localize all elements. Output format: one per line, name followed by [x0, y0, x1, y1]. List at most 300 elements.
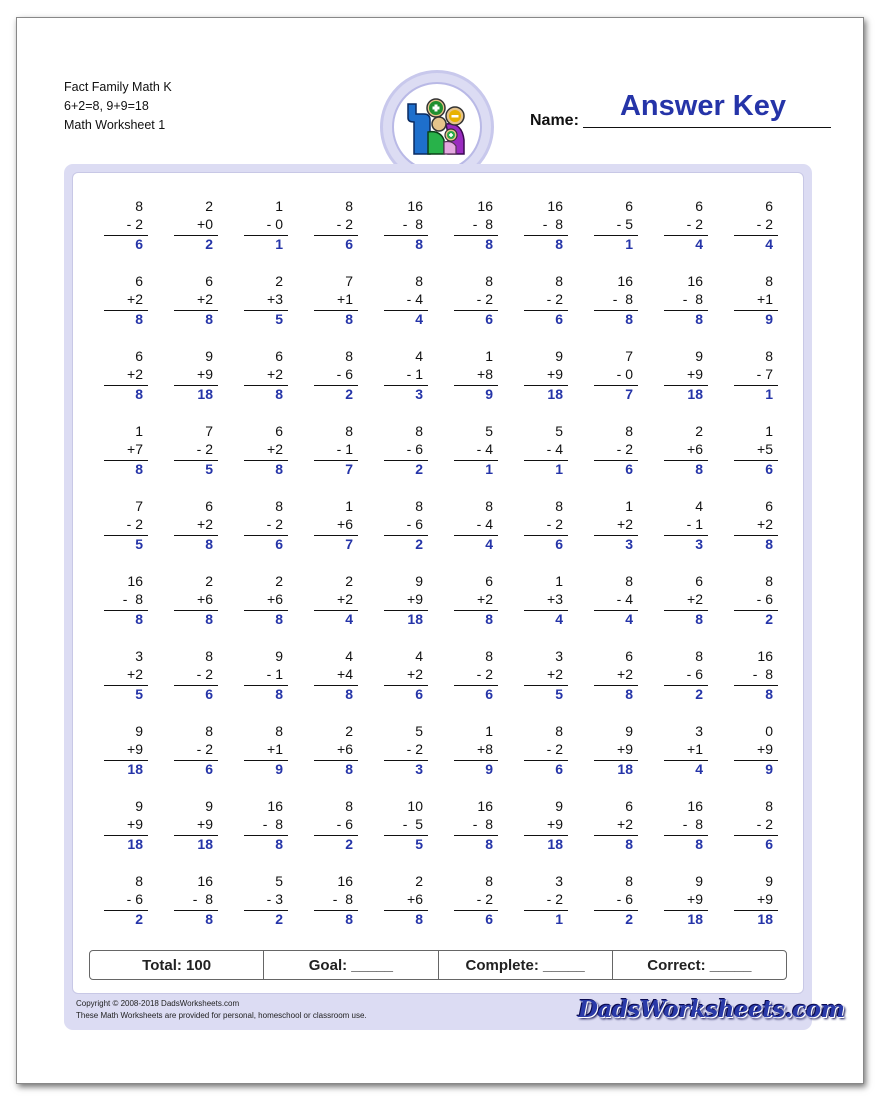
- math-problem: [243, 422, 289, 477]
- problem-top-number: 8: [485, 873, 493, 889]
- problem-top-number: 16: [547, 198, 563, 214]
- problem-answer: 9: [765, 311, 773, 327]
- problem-answer: 8: [205, 611, 213, 627]
- problem-answer: 5: [555, 686, 563, 702]
- math-problem: [663, 572, 709, 627]
- problem-top-number: 8: [485, 498, 493, 514]
- problem-top-number: 6: [625, 198, 633, 214]
- problem-operand: - 8: [472, 216, 493, 232]
- problem-answer: 1: [555, 911, 563, 927]
- problem-answer: 6: [485, 686, 493, 702]
- problem-operand: +5: [757, 441, 773, 457]
- problem-operand: +2: [127, 666, 143, 682]
- problem-answer: 2: [415, 461, 423, 477]
- math-problem: [733, 572, 779, 627]
- math-problem: [383, 347, 429, 402]
- problem-top-number: 9: [765, 873, 773, 889]
- usage-notice: These Math Worksheets are provided for personal, homeschool or classroom use.: [76, 1011, 367, 1020]
- math-problem: [453, 272, 499, 327]
- problem-answer: 8: [695, 611, 703, 627]
- problem-operand: - 4: [406, 291, 423, 307]
- problem-top-number: 1: [765, 423, 773, 439]
- problem-operand: - 7: [756, 366, 773, 382]
- problem-answer: 3: [625, 536, 633, 552]
- problem-top-number: 6: [135, 348, 143, 364]
- problem-answer: 8: [625, 311, 633, 327]
- problem-top-number: 6: [625, 648, 633, 664]
- problem-top-number: 6: [625, 798, 633, 814]
- problem-answer: 2: [625, 911, 633, 927]
- problem-answer: 18: [757, 911, 773, 927]
- problem-answer: 18: [197, 836, 213, 852]
- math-problem: [593, 572, 639, 627]
- problem-answer: 8: [345, 686, 353, 702]
- math-problem: [313, 272, 359, 327]
- problem-operand: - 4: [476, 441, 493, 457]
- math-problem: [173, 572, 219, 627]
- math-problem: [243, 797, 289, 852]
- problem-operand: +1: [337, 291, 353, 307]
- problem-top-number: 8: [625, 423, 633, 439]
- problem-top-number: 8: [765, 348, 773, 364]
- math-problem: [523, 872, 569, 927]
- problem-answer: 2: [345, 386, 353, 402]
- math-problem: [523, 572, 569, 627]
- problem-operand: - 2: [756, 216, 773, 232]
- problem-answer: 1: [555, 461, 563, 477]
- math-problem: [383, 197, 429, 252]
- problem-answer: 8: [695, 461, 703, 477]
- problem-operand: +1: [687, 741, 703, 757]
- problem-answer: 7: [345, 461, 353, 477]
- math-problem: [453, 872, 499, 927]
- problem-answer: 6: [275, 536, 283, 552]
- problem-top-number: 8: [765, 798, 773, 814]
- problem-top-number: 0: [765, 723, 773, 739]
- problem-answer: 2: [345, 836, 353, 852]
- problem-operand: - 8: [122, 591, 143, 607]
- problem-operand: +9: [617, 741, 633, 757]
- problem-top-number: 7: [345, 273, 353, 289]
- math-problem: [383, 272, 429, 327]
- problem-answer: 5: [135, 686, 143, 702]
- problem-operand: - 1: [336, 441, 353, 457]
- math-problem: [173, 722, 219, 777]
- problem-answer: 8: [695, 836, 703, 852]
- problem-operand: +8: [477, 741, 493, 757]
- problem-operand: +2: [757, 516, 773, 532]
- problem-operand: - 4: [546, 441, 563, 457]
- problem-answer: 18: [127, 836, 143, 852]
- problem-top-number: 8: [625, 873, 633, 889]
- correct-field: Correct: _____: [647, 956, 752, 974]
- problem-operand: - 3: [266, 891, 283, 907]
- problem-operand: +6: [267, 591, 283, 607]
- math-problem: [313, 197, 359, 252]
- copyright-text: Copyright © 2008-2018 DadsWorksheets.com: [76, 999, 240, 1008]
- problem-answer: 6: [555, 311, 563, 327]
- problem-answer: 1: [485, 461, 493, 477]
- problem-answer: 8: [485, 611, 493, 627]
- problem-answer: 5: [275, 311, 283, 327]
- problem-operand: +2: [687, 591, 703, 607]
- problem-top-number: 1: [485, 348, 493, 364]
- math-problem: [523, 422, 569, 477]
- problem-answer: 4: [415, 311, 423, 327]
- problem-top-number: 1: [345, 498, 353, 514]
- problem-operand: +9: [197, 366, 213, 382]
- problem-answer: 2: [415, 536, 423, 552]
- problem-operand: +6: [407, 891, 423, 907]
- problem-operand: - 2: [476, 666, 493, 682]
- problem-top-number: 9: [205, 348, 213, 364]
- problem-operand: - 2: [756, 816, 773, 832]
- problem-operand: - 0: [266, 216, 283, 232]
- problem-top-number: 8: [135, 198, 143, 214]
- problem-top-number: 16: [477, 198, 493, 214]
- problem-top-number: 16: [617, 273, 633, 289]
- problem-top-number: 2: [345, 723, 353, 739]
- problem-operand: +9: [687, 891, 703, 907]
- math-problem: [173, 872, 219, 927]
- problem-operand: +9: [547, 366, 563, 382]
- math-problem: [173, 197, 219, 252]
- problem-answer: 8: [205, 536, 213, 552]
- problem-operand: +2: [197, 291, 213, 307]
- math-problem: [663, 347, 709, 402]
- problem-operand: +2: [617, 816, 633, 832]
- problem-answer: 8: [485, 236, 493, 252]
- problem-answer: 8: [205, 311, 213, 327]
- problem-operand: +9: [197, 816, 213, 832]
- problem-top-number: 8: [205, 648, 213, 664]
- problem-answer: 8: [765, 686, 773, 702]
- problem-answer: 6: [555, 761, 563, 777]
- math-problem: [383, 422, 429, 477]
- problem-operand: +9: [757, 741, 773, 757]
- problem-top-number: 8: [555, 723, 563, 739]
- problem-operand: - 2: [196, 441, 213, 457]
- math-problem: [663, 647, 709, 702]
- problem-answer: 8: [275, 461, 283, 477]
- problem-answer: 2: [695, 686, 703, 702]
- problem-answer: 8: [765, 536, 773, 552]
- problem-top-number: 4: [415, 648, 423, 664]
- problem-operand: - 6: [406, 516, 423, 532]
- problem-operand: - 1: [266, 666, 283, 682]
- problem-answer: 6: [205, 686, 213, 702]
- problem-answer: 2: [275, 911, 283, 927]
- math-problem: [313, 647, 359, 702]
- problem-top-number: 3: [555, 873, 563, 889]
- math-problem: [523, 647, 569, 702]
- problem-top-number: 6: [135, 273, 143, 289]
- problem-answer: 8: [625, 686, 633, 702]
- problem-operand: +6: [337, 516, 353, 532]
- math-problem: [733, 872, 779, 927]
- dadsworksheets-logo: DadsWorksheets.com: [578, 996, 845, 1023]
- math-problem: [383, 797, 429, 852]
- problem-top-number: 1: [555, 573, 563, 589]
- math-problem: [243, 572, 289, 627]
- problem-operand: +0: [197, 216, 213, 232]
- math-problem: [733, 722, 779, 777]
- problem-operand: +2: [547, 666, 563, 682]
- problem-operand: +9: [127, 741, 143, 757]
- math-problem: [383, 647, 429, 702]
- problem-top-number: 9: [625, 723, 633, 739]
- math-problem: [173, 422, 219, 477]
- math-problem: [453, 197, 499, 252]
- problem-answer: 4: [345, 611, 353, 627]
- problem-top-number: 16: [687, 273, 703, 289]
- problem-operand: +6: [337, 741, 353, 757]
- problem-answer: 5: [415, 836, 423, 852]
- problem-operand: - 2: [546, 741, 563, 757]
- problem-top-number: 4: [415, 348, 423, 364]
- problem-operand: +2: [267, 366, 283, 382]
- problem-answer: 3: [415, 386, 423, 402]
- problem-top-number: 16: [407, 198, 423, 214]
- problem-top-number: 1: [485, 723, 493, 739]
- problem-operand: +6: [687, 441, 703, 457]
- math-problem: [523, 347, 569, 402]
- math-problem: [103, 272, 149, 327]
- problem-top-number: 9: [695, 873, 703, 889]
- problem-top-number: 9: [695, 348, 703, 364]
- answer-key-heading: Answer Key: [619, 90, 786, 122]
- math-problem: [243, 347, 289, 402]
- problem-top-number: 10: [407, 798, 423, 814]
- problem-top-number: 8: [135, 873, 143, 889]
- problem-operand: - 2: [266, 516, 283, 532]
- problem-top-number: 2: [345, 573, 353, 589]
- math-problem: [733, 497, 779, 552]
- problem-answer: 2: [765, 611, 773, 627]
- problem-top-number: 8: [275, 723, 283, 739]
- problem-answer: 8: [345, 311, 353, 327]
- problem-operand: - 2: [336, 216, 353, 232]
- math-problem: [103, 872, 149, 927]
- name-field-line: [583, 127, 831, 128]
- math-problem: [593, 797, 639, 852]
- problem-answer: 2: [205, 236, 213, 252]
- math-problem: [313, 872, 359, 927]
- math-problem: [103, 497, 149, 552]
- math-problem: [453, 647, 499, 702]
- problem-answer: 8: [275, 611, 283, 627]
- math-problem: [663, 872, 709, 927]
- problem-top-number: 6: [765, 498, 773, 514]
- problem-operand: - 8: [682, 816, 703, 832]
- problem-operand: - 1: [406, 366, 423, 382]
- problem-operand: +2: [617, 666, 633, 682]
- problem-top-number: 16: [477, 798, 493, 814]
- math-problem: [103, 797, 149, 852]
- problem-operand: - 5: [616, 216, 633, 232]
- problem-top-number: 16: [757, 648, 773, 664]
- problem-top-number: 16: [267, 798, 283, 814]
- problem-answer: 6: [625, 461, 633, 477]
- math-problem: [313, 422, 359, 477]
- problem-operand: +2: [477, 591, 493, 607]
- math-problem: [733, 272, 779, 327]
- problem-answer: 9: [485, 761, 493, 777]
- problem-operand: - 2: [546, 516, 563, 532]
- problem-top-number: 8: [485, 648, 493, 664]
- math-problem: [243, 722, 289, 777]
- problem-answer: 8: [275, 386, 283, 402]
- problem-top-number: 6: [695, 198, 703, 214]
- problem-top-number: 16: [687, 798, 703, 814]
- problem-top-number: 8: [345, 348, 353, 364]
- problem-top-number: 9: [555, 348, 563, 364]
- math-problem: [453, 722, 499, 777]
- problem-top-number: 4: [345, 648, 353, 664]
- problem-answer: 18: [687, 386, 703, 402]
- math-problem: [383, 572, 429, 627]
- problem-top-number: 5: [415, 723, 423, 739]
- problem-top-number: 16: [127, 573, 143, 589]
- problem-answer: 6: [135, 236, 143, 252]
- problem-answer: 4: [625, 611, 633, 627]
- problem-top-number: 3: [135, 648, 143, 664]
- problem-operand: - 1: [686, 516, 703, 532]
- problem-operand: - 8: [402, 216, 423, 232]
- problem-top-number: 7: [625, 348, 633, 364]
- problem-answer: 1: [765, 386, 773, 402]
- math-problem: [733, 347, 779, 402]
- problem-operand: - 0: [616, 366, 633, 382]
- problem-top-number: 1: [135, 423, 143, 439]
- math-problem: [593, 347, 639, 402]
- problem-operand: - 8: [612, 291, 633, 307]
- problem-operand: - 5: [402, 816, 423, 832]
- problem-answer: 3: [415, 761, 423, 777]
- problem-operand: +2: [617, 516, 633, 532]
- problem-top-number: 9: [135, 723, 143, 739]
- problem-answer: 9: [485, 386, 493, 402]
- problem-top-number: 8: [555, 498, 563, 514]
- problem-answer: 1: [625, 236, 633, 252]
- math-problem: [593, 197, 639, 252]
- problem-answer: 8: [205, 911, 213, 927]
- worksheet-facts: 6+2=8, 9+9=18: [64, 99, 149, 113]
- problem-answer: 4: [765, 236, 773, 252]
- problem-operand: +1: [267, 741, 283, 757]
- math-problem: [173, 797, 219, 852]
- problem-top-number: 7: [205, 423, 213, 439]
- problem-answer: 8: [135, 311, 143, 327]
- problem-top-number: 2: [205, 198, 213, 214]
- problem-operand: +9: [757, 891, 773, 907]
- math-problem: [103, 197, 149, 252]
- problem-top-number: 16: [337, 873, 353, 889]
- problem-operand: - 2: [126, 516, 143, 532]
- goal-field: Goal: _____: [264, 951, 438, 979]
- problem-top-number: 8: [555, 273, 563, 289]
- problem-answer: 8: [135, 461, 143, 477]
- worksheet-subtitle: Math Worksheet 1: [64, 118, 166, 132]
- problem-answer: 8: [135, 386, 143, 402]
- problem-operand: - 2: [406, 741, 423, 757]
- problem-top-number: 9: [135, 798, 143, 814]
- problem-answer: 2: [135, 911, 143, 927]
- math-problem: [453, 797, 499, 852]
- problem-answer: 3: [695, 536, 703, 552]
- minus-icon: [449, 110, 461, 122]
- math-problem: [663, 422, 709, 477]
- math-problem: [313, 722, 359, 777]
- problem-top-number: 6: [765, 198, 773, 214]
- math-problem: [383, 497, 429, 552]
- problem-top-number: 5: [555, 423, 563, 439]
- problem-answer: 4: [555, 611, 563, 627]
- problem-answer: 6: [415, 686, 423, 702]
- problem-operand: - 6: [756, 591, 773, 607]
- problem-answer: 6: [485, 911, 493, 927]
- plus-icon: [429, 101, 443, 115]
- problem-operand: +2: [407, 666, 423, 682]
- math-problem: [453, 572, 499, 627]
- problem-answer: 8: [275, 686, 283, 702]
- math-problem: [173, 647, 219, 702]
- math-problem: [313, 347, 359, 402]
- problem-operand: - 2: [616, 441, 633, 457]
- footer-notice: [76, 998, 367, 1022]
- problem-answer: 4: [695, 236, 703, 252]
- math-problem: [453, 497, 499, 552]
- problem-answer: 18: [617, 761, 633, 777]
- problem-operand: +2: [127, 366, 143, 382]
- math-problem: [663, 272, 709, 327]
- problems-panel: [64, 164, 812, 1030]
- problem-operand: - 2: [196, 741, 213, 757]
- math-problem: [383, 722, 429, 777]
- problem-top-number: 9: [415, 573, 423, 589]
- problem-operand: - 2: [546, 891, 563, 907]
- problem-answer: 18: [197, 386, 213, 402]
- problem-top-number: 8: [205, 723, 213, 739]
- problem-answer: 7: [345, 536, 353, 552]
- problem-answer: 5: [135, 536, 143, 552]
- problem-top-number: 8: [695, 648, 703, 664]
- math-problem: [243, 647, 289, 702]
- problem-operand: +9: [407, 591, 423, 607]
- problem-operand: - 2: [126, 216, 143, 232]
- math-problem: [313, 497, 359, 552]
- problem-top-number: 8: [765, 273, 773, 289]
- math-problem: [243, 872, 289, 927]
- problem-operand: - 8: [472, 816, 493, 832]
- worksheet-title: Fact Family Math K: [64, 80, 172, 94]
- problem-answer: 7: [625, 386, 633, 402]
- problem-top-number: 5: [275, 873, 283, 889]
- math-problem: [103, 422, 149, 477]
- problem-answer: 5: [205, 461, 213, 477]
- problem-operand: +2: [267, 441, 283, 457]
- problem-answer: 6: [205, 761, 213, 777]
- problem-operand: - 8: [542, 216, 563, 232]
- problem-operand: +2: [337, 591, 353, 607]
- math-problem: [593, 497, 639, 552]
- problem-operand: - 8: [682, 291, 703, 307]
- math-problem: [103, 647, 149, 702]
- problem-top-number: 6: [275, 423, 283, 439]
- problem-operand: - 4: [616, 591, 633, 607]
- math-problem: [663, 197, 709, 252]
- math-problem: [593, 422, 639, 477]
